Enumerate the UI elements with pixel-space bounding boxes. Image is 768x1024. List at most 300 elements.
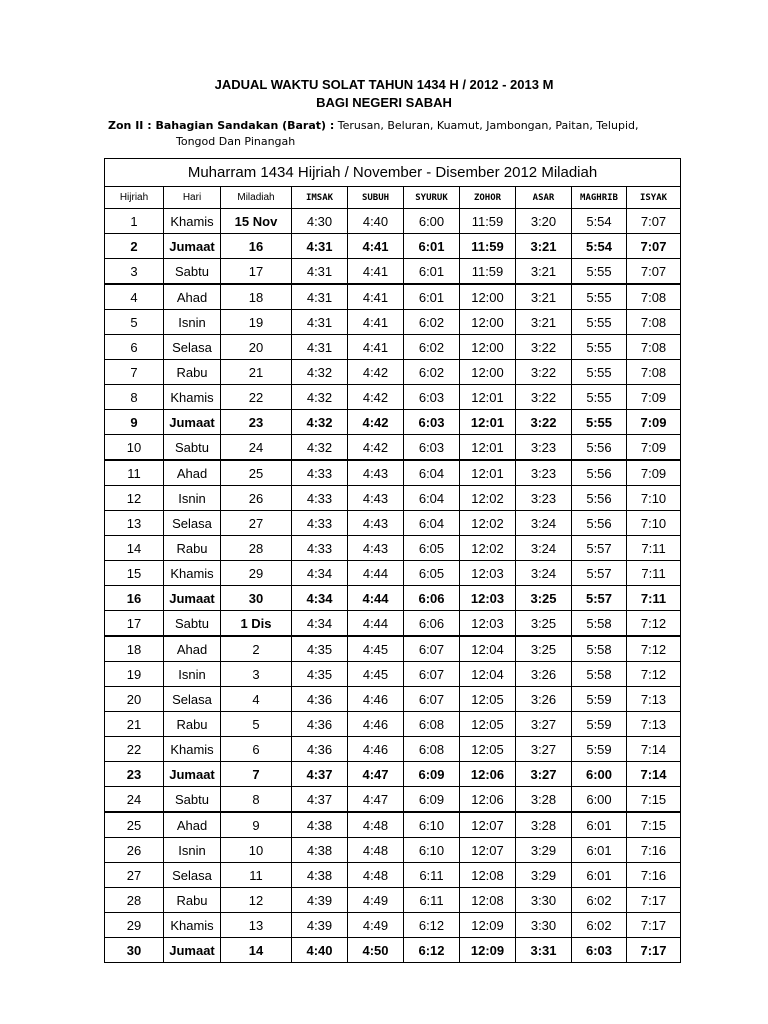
isyak-cell: 7:12 xyxy=(627,662,681,687)
syuruk-cell: 6:02 xyxy=(404,310,460,335)
subuh-cell: 4:40 xyxy=(348,209,404,234)
syuruk-cell: 6:01 xyxy=(404,259,460,285)
syuruk-cell: 6:10 xyxy=(404,838,460,863)
imsak-cell: 4:33 xyxy=(292,460,348,486)
imsak-cell: 4:32 xyxy=(292,410,348,435)
syuruk-cell: 6:04 xyxy=(404,486,460,511)
miladiah-cell: 1 Dis xyxy=(221,611,292,637)
miladiah-cell: 4 xyxy=(221,687,292,712)
isyak-cell: 7:07 xyxy=(627,259,681,285)
maghrib-cell: 5:55 xyxy=(572,335,627,360)
zohor-cell: 11:59 xyxy=(460,259,516,285)
miladiah-cell: 22 xyxy=(221,385,292,410)
table-row xyxy=(105,888,681,913)
miladiah-cell: 18 xyxy=(221,284,292,310)
hari-cell: Isnin xyxy=(164,838,221,863)
column-header-syuruk: SYURUK xyxy=(404,187,460,209)
asar-cell: 3:23 xyxy=(516,460,572,486)
hari-cell: Sabtu xyxy=(164,611,221,637)
imsak-cell: 4:34 xyxy=(292,586,348,611)
table-row xyxy=(105,385,681,410)
isyak-cell: 7:15 xyxy=(627,787,681,813)
miladiah-cell: 25 xyxy=(221,460,292,486)
miladiah-cell: 3 xyxy=(221,662,292,687)
column-header-zohor: ZOHOR xyxy=(460,187,516,209)
table-row xyxy=(105,913,681,938)
subuh-cell: 4:49 xyxy=(348,913,404,938)
asar-cell: 3:25 xyxy=(516,611,572,637)
hari-cell: Selasa xyxy=(164,863,221,888)
hari-cell: Isnin xyxy=(164,486,221,511)
imsak-cell: 4:36 xyxy=(292,737,348,762)
miladiah-cell: 2 xyxy=(221,636,292,662)
subuh-cell: 4:42 xyxy=(348,360,404,385)
hari-cell: Selasa xyxy=(164,511,221,536)
isyak-cell: 7:11 xyxy=(627,536,681,561)
zohor-cell: 12:05 xyxy=(460,712,516,737)
isyak-cell: 7:10 xyxy=(627,486,681,511)
asar-cell: 3:22 xyxy=(516,335,572,360)
hari-cell: Khamis xyxy=(164,561,221,586)
subuh-cell: 4:45 xyxy=(348,636,404,662)
table-row xyxy=(105,234,681,259)
miladiah-cell: 24 xyxy=(221,435,292,461)
asar-cell: 3:23 xyxy=(516,435,572,461)
subuh-cell: 4:41 xyxy=(348,335,404,360)
subuh-cell: 4:44 xyxy=(348,586,404,611)
isyak-cell: 7:17 xyxy=(627,888,681,913)
hijriah-cell: 17 xyxy=(105,611,164,637)
miladiah-cell: 13 xyxy=(221,913,292,938)
zohor-cell: 12:01 xyxy=(460,385,516,410)
hari-cell: Ahad xyxy=(164,284,221,310)
miladiah-cell: 11 xyxy=(221,863,292,888)
isyak-cell: 7:07 xyxy=(627,209,681,234)
zone-label: Zon II : Bahagian Sandakan (Barat) : xyxy=(108,119,335,132)
hijriah-cell: 16 xyxy=(105,586,164,611)
imsak-cell: 4:38 xyxy=(292,838,348,863)
subuh-cell: 4:42 xyxy=(348,385,404,410)
asar-cell: 3:27 xyxy=(516,737,572,762)
syuruk-cell: 6:02 xyxy=(404,335,460,360)
isyak-cell: 7:11 xyxy=(627,586,681,611)
isyak-cell: 7:07 xyxy=(627,234,681,259)
subuh-cell: 4:43 xyxy=(348,460,404,486)
isyak-cell: 7:09 xyxy=(627,385,681,410)
asar-cell: 3:23 xyxy=(516,486,572,511)
hari-cell: Jumaat xyxy=(164,938,221,963)
zohor-cell: 12:01 xyxy=(460,435,516,461)
subuh-cell: 4:46 xyxy=(348,687,404,712)
imsak-cell: 4:31 xyxy=(292,335,348,360)
syuruk-cell: 6:04 xyxy=(404,511,460,536)
zohor-cell: 12:01 xyxy=(460,460,516,486)
table-row xyxy=(105,360,681,385)
maghrib-cell: 5:55 xyxy=(572,310,627,335)
asar-cell: 3:21 xyxy=(516,284,572,310)
imsak-cell: 4:34 xyxy=(292,561,348,586)
hijriah-cell: 29 xyxy=(105,913,164,938)
prayer-times-table xyxy=(104,158,681,963)
hari-cell: Rabu xyxy=(164,888,221,913)
maghrib-cell: 5:57 xyxy=(572,536,627,561)
maghrib-cell: 5:56 xyxy=(572,511,627,536)
syuruk-cell: 6:03 xyxy=(404,435,460,461)
hari-cell: Selasa xyxy=(164,335,221,360)
imsak-cell: 4:40 xyxy=(292,938,348,963)
zohor-cell: 12:06 xyxy=(460,762,516,787)
zohor-cell: 12:07 xyxy=(460,812,516,838)
isyak-cell: 7:13 xyxy=(627,687,681,712)
imsak-cell: 4:32 xyxy=(292,360,348,385)
isyak-cell: 7:12 xyxy=(627,611,681,637)
table-body xyxy=(105,209,681,963)
hijriah-cell: 11 xyxy=(105,460,164,486)
syuruk-cell: 6:02 xyxy=(404,360,460,385)
asar-cell: 3:29 xyxy=(516,863,572,888)
hijriah-cell: 22 xyxy=(105,737,164,762)
miladiah-cell: 17 xyxy=(221,259,292,285)
zohor-cell: 12:04 xyxy=(460,636,516,662)
hari-cell: Khamis xyxy=(164,913,221,938)
asar-cell: 3:22 xyxy=(516,385,572,410)
hijriah-cell: 28 xyxy=(105,888,164,913)
table-header-row xyxy=(105,187,681,209)
syuruk-cell: 6:04 xyxy=(404,460,460,486)
zohor-cell: 12:03 xyxy=(460,586,516,611)
table-row xyxy=(105,284,681,310)
imsak-cell: 4:33 xyxy=(292,486,348,511)
isyak-cell: 7:15 xyxy=(627,812,681,838)
asar-cell: 3:21 xyxy=(516,310,572,335)
table-row xyxy=(105,812,681,838)
hijriah-cell: 30 xyxy=(105,938,164,963)
isyak-cell: 7:08 xyxy=(627,335,681,360)
miladiah-cell: 10 xyxy=(221,838,292,863)
maghrib-cell: 6:01 xyxy=(572,838,627,863)
isyak-cell: 7:11 xyxy=(627,561,681,586)
syuruk-cell: 6:03 xyxy=(404,385,460,410)
imsak-cell: 4:37 xyxy=(292,762,348,787)
table-row xyxy=(105,687,681,712)
table-row xyxy=(105,737,681,762)
subuh-cell: 4:42 xyxy=(348,410,404,435)
syuruk-cell: 6:12 xyxy=(404,913,460,938)
table-row xyxy=(105,536,681,561)
asar-cell: 3:24 xyxy=(516,536,572,561)
zohor-cell: 12:03 xyxy=(460,611,516,637)
maghrib-cell: 6:01 xyxy=(572,863,627,888)
subuh-cell: 4:43 xyxy=(348,511,404,536)
asar-cell: 3:22 xyxy=(516,360,572,385)
zone-description xyxy=(108,118,708,150)
asar-cell: 3:27 xyxy=(516,712,572,737)
table-row xyxy=(105,335,681,360)
asar-cell: 3:27 xyxy=(516,762,572,787)
subuh-cell: 4:46 xyxy=(348,712,404,737)
syuruk-cell: 6:11 xyxy=(404,888,460,913)
miladiah-cell: 28 xyxy=(221,536,292,561)
imsak-cell: 4:33 xyxy=(292,536,348,561)
title-line-2: BAGI NEGERI SABAH xyxy=(316,95,452,110)
hari-cell: Jumaat xyxy=(164,234,221,259)
subuh-cell: 4:50 xyxy=(348,938,404,963)
zohor-cell: 11:59 xyxy=(460,209,516,234)
maghrib-cell: 5:58 xyxy=(572,611,627,637)
imsak-cell: 4:39 xyxy=(292,913,348,938)
miladiah-cell: 6 xyxy=(221,737,292,762)
hijriah-cell: 27 xyxy=(105,863,164,888)
zohor-cell: 12:02 xyxy=(460,486,516,511)
isyak-cell: 7:09 xyxy=(627,410,681,435)
isyak-cell: 7:13 xyxy=(627,712,681,737)
subuh-cell: 4:41 xyxy=(348,284,404,310)
table-row xyxy=(105,259,681,285)
column-header-asar: ASAR xyxy=(516,187,572,209)
maghrib-cell: 5:54 xyxy=(572,234,627,259)
subuh-cell: 4:41 xyxy=(348,234,404,259)
syuruk-cell: 6:11 xyxy=(404,863,460,888)
table-row xyxy=(105,511,681,536)
maghrib-cell: 5:59 xyxy=(572,712,627,737)
syuruk-cell: 6:06 xyxy=(404,611,460,637)
imsak-cell: 4:31 xyxy=(292,259,348,285)
imsak-cell: 4:38 xyxy=(292,863,348,888)
hijriah-cell: 5 xyxy=(105,310,164,335)
table-row xyxy=(105,561,681,586)
hari-cell: Sabtu xyxy=(164,435,221,461)
miladiah-cell: 5 xyxy=(221,712,292,737)
zohor-cell: 12:00 xyxy=(460,335,516,360)
zohor-cell: 12:00 xyxy=(460,284,516,310)
imsak-cell: 4:32 xyxy=(292,385,348,410)
miladiah-cell: 15 Nov xyxy=(221,209,292,234)
table-row xyxy=(105,838,681,863)
table-row xyxy=(105,435,681,461)
maghrib-cell: 5:55 xyxy=(572,259,627,285)
isyak-cell: 7:14 xyxy=(627,762,681,787)
subuh-cell: 4:44 xyxy=(348,561,404,586)
asar-cell: 3:25 xyxy=(516,636,572,662)
isyak-cell: 7:14 xyxy=(627,737,681,762)
maghrib-cell: 6:00 xyxy=(572,762,627,787)
isyak-cell: 7:16 xyxy=(627,838,681,863)
table-row xyxy=(105,310,681,335)
maghrib-cell: 5:55 xyxy=(572,410,627,435)
table-row xyxy=(105,938,681,963)
subuh-cell: 4:45 xyxy=(348,662,404,687)
maghrib-cell: 5:56 xyxy=(572,486,627,511)
table-row xyxy=(105,863,681,888)
maghrib-cell: 5:58 xyxy=(572,662,627,687)
subuh-cell: 4:41 xyxy=(348,310,404,335)
hijriah-cell: 14 xyxy=(105,536,164,561)
maghrib-cell: 5:59 xyxy=(572,737,627,762)
hari-cell: Isnin xyxy=(164,662,221,687)
zohor-cell: 11:59 xyxy=(460,234,516,259)
imsak-cell: 4:37 xyxy=(292,787,348,813)
isyak-cell: 7:10 xyxy=(627,511,681,536)
syuruk-cell: 6:06 xyxy=(404,586,460,611)
imsak-cell: 4:31 xyxy=(292,234,348,259)
syuruk-cell: 6:01 xyxy=(404,284,460,310)
maghrib-cell: 5:54 xyxy=(572,209,627,234)
zohor-cell: 12:09 xyxy=(460,938,516,963)
zohor-cell: 12:08 xyxy=(460,888,516,913)
hari-cell: Selasa xyxy=(164,687,221,712)
miladiah-cell: 20 xyxy=(221,335,292,360)
table-row xyxy=(105,486,681,511)
isyak-cell: 7:17 xyxy=(627,938,681,963)
asar-cell: 3:25 xyxy=(516,586,572,611)
subuh-cell: 4:49 xyxy=(348,888,404,913)
zohor-cell: 12:00 xyxy=(460,310,516,335)
zone-areas-1: Terusan, Beluran, Kuamut, Jambongan, Paitan, Telupid, xyxy=(334,119,639,132)
hari-cell: Sabtu xyxy=(164,259,221,285)
imsak-cell: 4:36 xyxy=(292,712,348,737)
asar-cell: 3:24 xyxy=(516,561,572,586)
asar-cell: 3:28 xyxy=(516,787,572,813)
maghrib-cell: 5:56 xyxy=(572,460,627,486)
table-row xyxy=(105,712,681,737)
syuruk-cell: 6:10 xyxy=(404,812,460,838)
imsak-cell: 4:33 xyxy=(292,511,348,536)
document-title xyxy=(0,76,768,112)
hijriah-cell: 8 xyxy=(105,385,164,410)
zohor-cell: 12:05 xyxy=(460,687,516,712)
miladiah-cell: 29 xyxy=(221,561,292,586)
miladiah-cell: 12 xyxy=(221,888,292,913)
asar-cell: 3:26 xyxy=(516,662,572,687)
column-header-imsak: IMSAK xyxy=(292,187,348,209)
syuruk-cell: 6:05 xyxy=(404,561,460,586)
hari-cell: Isnin xyxy=(164,310,221,335)
table-row xyxy=(105,410,681,435)
imsak-cell: 4:35 xyxy=(292,662,348,687)
maghrib-cell: 6:02 xyxy=(572,888,627,913)
asar-cell: 3:20 xyxy=(516,209,572,234)
imsak-cell: 4:31 xyxy=(292,284,348,310)
maghrib-cell: 6:03 xyxy=(572,938,627,963)
maghrib-cell: 5:57 xyxy=(572,561,627,586)
isyak-cell: 7:08 xyxy=(627,360,681,385)
subuh-cell: 4:48 xyxy=(348,838,404,863)
month-title: Muharram 1434 Hijriah / November - Disember 2012 Miladiah xyxy=(105,159,681,187)
title-line-1: JADUAL WAKTU SOLAT TAHUN 1434 H / 2012 - 2013 M xyxy=(214,77,554,92)
column-header-subuh: SUBUH xyxy=(348,187,404,209)
hijriah-cell: 4 xyxy=(105,284,164,310)
hijriah-cell: 20 xyxy=(105,687,164,712)
hijriah-cell: 1 xyxy=(105,209,164,234)
table-row xyxy=(105,209,681,234)
imsak-cell: 4:32 xyxy=(292,435,348,461)
syuruk-cell: 6:00 xyxy=(404,209,460,234)
zohor-cell: 12:02 xyxy=(460,536,516,561)
column-header-isyak: ISYAK xyxy=(627,187,681,209)
table-row xyxy=(105,636,681,662)
hijriah-cell: 10 xyxy=(105,435,164,461)
syuruk-cell: 6:07 xyxy=(404,687,460,712)
subuh-cell: 4:43 xyxy=(348,486,404,511)
hijriah-cell: 6 xyxy=(105,335,164,360)
hijriah-cell: 3 xyxy=(105,259,164,285)
asar-cell: 3:24 xyxy=(516,511,572,536)
hari-cell: Rabu xyxy=(164,536,221,561)
isyak-cell: 7:09 xyxy=(627,460,681,486)
isyak-cell: 7:12 xyxy=(627,636,681,662)
syuruk-cell: 6:09 xyxy=(404,762,460,787)
hari-cell: Ahad xyxy=(164,636,221,662)
hijriah-cell: 7 xyxy=(105,360,164,385)
zohor-cell: 12:05 xyxy=(460,737,516,762)
hijriah-cell: 18 xyxy=(105,636,164,662)
maghrib-cell: 6:01 xyxy=(572,812,627,838)
hijriah-cell: 2 xyxy=(105,234,164,259)
asar-cell: 3:21 xyxy=(516,234,572,259)
imsak-cell: 4:34 xyxy=(292,611,348,637)
maghrib-cell: 5:56 xyxy=(572,435,627,461)
zohor-cell: 12:03 xyxy=(460,561,516,586)
miladiah-cell: 26 xyxy=(221,486,292,511)
imsak-cell: 4:38 xyxy=(292,812,348,838)
subuh-cell: 4:41 xyxy=(348,259,404,285)
asar-cell: 3:29 xyxy=(516,838,572,863)
isyak-cell: 7:08 xyxy=(627,310,681,335)
column-header-hijriah: Hijriah xyxy=(105,187,164,209)
hijriah-cell: 19 xyxy=(105,662,164,687)
miladiah-cell: 21 xyxy=(221,360,292,385)
maghrib-cell: 5:55 xyxy=(572,385,627,410)
hijriah-cell: 24 xyxy=(105,787,164,813)
table-row xyxy=(105,586,681,611)
table-row xyxy=(105,460,681,486)
table-row xyxy=(105,787,681,813)
miladiah-cell: 16 xyxy=(221,234,292,259)
asar-cell: 3:26 xyxy=(516,687,572,712)
imsak-cell: 4:31 xyxy=(292,310,348,335)
hijriah-cell: 9 xyxy=(105,410,164,435)
hari-cell: Rabu xyxy=(164,360,221,385)
maghrib-cell: 6:00 xyxy=(572,787,627,813)
miladiah-cell: 8 xyxy=(221,787,292,813)
syuruk-cell: 6:07 xyxy=(404,662,460,687)
maghrib-cell: 5:55 xyxy=(572,284,627,310)
asar-cell: 3:30 xyxy=(516,913,572,938)
zohor-cell: 12:07 xyxy=(460,838,516,863)
zohor-cell: 12:02 xyxy=(460,511,516,536)
hijriah-cell: 23 xyxy=(105,762,164,787)
zohor-cell: 12:04 xyxy=(460,662,516,687)
column-header-maghrib: MAGHRIB xyxy=(572,187,627,209)
hijriah-cell: 26 xyxy=(105,838,164,863)
zone-areas-2: Tongod Dan Pinangah xyxy=(176,135,296,148)
syuruk-cell: 6:09 xyxy=(404,787,460,813)
hijriah-cell: 15 xyxy=(105,561,164,586)
subuh-cell: 4:47 xyxy=(348,787,404,813)
miladiah-cell: 23 xyxy=(221,410,292,435)
syuruk-cell: 6:01 xyxy=(404,234,460,259)
hari-cell: Ahad xyxy=(164,812,221,838)
miladiah-cell: 9 xyxy=(221,812,292,838)
maghrib-cell: 5:59 xyxy=(572,687,627,712)
subuh-cell: 4:44 xyxy=(348,611,404,637)
hari-cell: Khamis xyxy=(164,385,221,410)
hari-cell: Sabtu xyxy=(164,787,221,813)
zohor-cell: 12:01 xyxy=(460,410,516,435)
hari-cell: Jumaat xyxy=(164,586,221,611)
syuruk-cell: 6:08 xyxy=(404,737,460,762)
subuh-cell: 4:47 xyxy=(348,762,404,787)
